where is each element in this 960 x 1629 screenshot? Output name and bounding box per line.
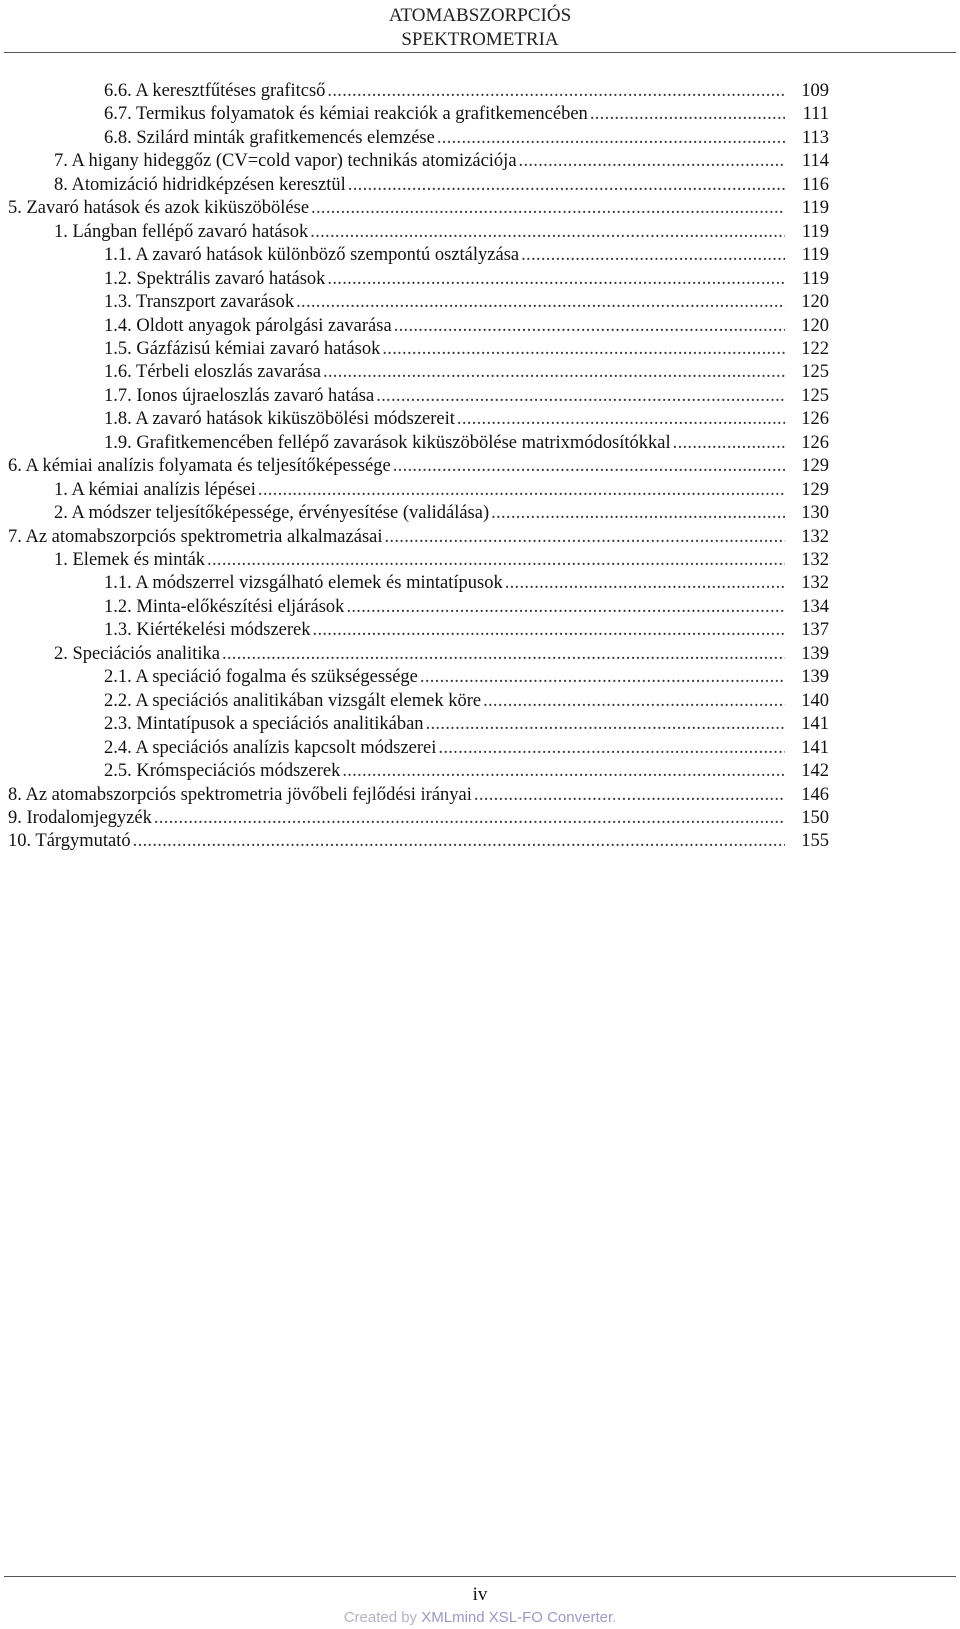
toc-entry-title: 6.8. Szilárd minták grafitkemencés elemzése	[104, 127, 435, 148]
toc-dot-leader	[483, 689, 785, 713]
toc-dot-leader	[426, 712, 785, 736]
toc-entry[interactable]	[104, 571, 829, 595]
toc-entry-title: 2.4. A speciációs analízis kapcsolt módszerei	[104, 737, 437, 758]
toc-entry-title: 1.8. A zavaró hatások kiküszöbölési módszereit	[104, 409, 455, 430]
toc-entry[interactable]	[104, 267, 829, 291]
toc-entry[interactable]	[104, 384, 829, 408]
toc-entry-title: 2.2. A speciációs analitikában vizsgált elemek köre	[104, 690, 482, 711]
toc-dot-leader	[376, 384, 785, 408]
toc-entry[interactable]	[104, 337, 829, 361]
toc-dot-leader	[673, 431, 785, 455]
toc-entry-page: 139	[801, 643, 829, 664]
toc-entry-title: 9. Irodalomjegyzék	[8, 807, 152, 828]
toc-entry[interactable]	[104, 290, 829, 314]
toc-entry[interactable]	[54, 548, 829, 572]
toc-entry-page: 140	[801, 690, 829, 711]
header-divider	[4, 52, 956, 53]
toc-dot-leader	[323, 360, 785, 384]
toc-entry[interactable]	[104, 431, 829, 455]
credit-brand: XMLmind XSL-FO Converter	[421, 1609, 613, 1626]
toc-entry-page: 155	[801, 831, 829, 852]
toc-entry-page: 114	[801, 151, 829, 172]
toc-entry-title: 7. Az atomabszorpciós spektrometria alkalmazásai	[8, 526, 383, 547]
toc-entry-title: 1.1. A zavaró hatások különböző szempontú osztályzása	[104, 245, 520, 266]
toc-dot-leader	[438, 736, 785, 760]
toc-entry-title: 1.9. Grafitkemencében fellépő zavarások kiküszöbölése matrixmódosítókkal	[104, 432, 671, 453]
toc-entry[interactable]	[104, 102, 829, 126]
toc-entry-page: 125	[801, 362, 829, 383]
toc-entry-title: 2.1. A speciáció fogalma és szükségessége	[104, 667, 418, 688]
toc-entry[interactable]	[104, 407, 829, 431]
toc-entry[interactable]	[8, 783, 829, 807]
toc-entry[interactable]	[8, 196, 829, 220]
toc-entry-title: 6.7. Termikus folyamatok és kémiai reakciók a grafitkemencében	[104, 104, 588, 125]
toc-dot-leader	[327, 267, 785, 291]
toc-dot-leader	[310, 220, 785, 244]
toc-entry-title: 2.5. Krómspeciációs módszerek	[104, 761, 341, 782]
toc-dot-leader	[346, 595, 785, 619]
toc-entry-title: 8. Az atomabszorpciós spektrometria jövőbeli fejlődési irányai	[8, 784, 472, 805]
toc-entry-page: 122	[801, 338, 829, 359]
toc-entry[interactable]	[54, 478, 829, 502]
toc-entry-title: 10. Tárgymutató	[8, 831, 131, 852]
toc-entry[interactable]	[104, 665, 829, 689]
toc-dot-leader	[385, 525, 786, 549]
toc-dot-leader	[394, 314, 785, 338]
toc-entry-title: 1. Elemek és minták	[54, 550, 206, 570]
toc-entry-page: 119	[801, 245, 829, 266]
toc-entry[interactable]	[104, 759, 829, 783]
toc-entry-page: 109	[801, 81, 829, 101]
toc-dot-leader	[311, 196, 785, 220]
toc-dot-leader	[348, 173, 785, 197]
toc-entry-title: 2. Speciációs analitika	[54, 643, 220, 664]
toc-entry-title: 1.6. Térbeli eloszlás zavarása	[104, 362, 321, 383]
toc-entry-page: 146	[801, 784, 829, 805]
toc-entry-title: 8. Atomizáció hidridképzésen keresztül	[54, 174, 346, 195]
toc-entry-page: 126	[801, 432, 829, 453]
toc-dot-leader	[491, 501, 785, 525]
toc-dot-leader	[133, 829, 785, 853]
toc-dot-leader	[437, 126, 785, 150]
toc-entry-page: 130	[801, 503, 829, 524]
toc-dot-leader	[420, 665, 785, 689]
toc-entry-page: 141	[801, 737, 829, 758]
toc-dot-leader	[342, 759, 785, 783]
toc-dot-leader	[505, 571, 785, 595]
toc-entry-page: 141	[801, 714, 829, 735]
toc-dot-leader	[313, 618, 785, 642]
toc-entry-title: 5. Zavaró hatások és azok kiküszöbölése	[8, 198, 310, 219]
toc-dot-leader	[382, 337, 785, 361]
toc-entry-title: 1. A kémiai analízis lépései	[54, 479, 256, 500]
toc-dot-leader	[222, 642, 785, 666]
toc-dot-leader	[519, 149, 785, 173]
toc-entry-title: 1.7. Ionos újraeloszlás zavaró hatása	[104, 385, 375, 406]
page-header	[0, 4, 960, 52]
toc-entry-page: 116	[801, 174, 829, 195]
toc-entry-page: 132	[801, 550, 829, 570]
toc-entry-page: 132	[801, 573, 829, 594]
header-title-line-2: SPEKTROMETRIA	[401, 29, 559, 50]
toc-entry-page: 132	[801, 526, 829, 547]
toc-entry[interactable]	[104, 314, 829, 338]
toc-entry-title: 1. Lángban fellépő zavaró hatások	[54, 221, 309, 242]
toc-entry[interactable]	[104, 712, 829, 736]
toc-dot-leader	[590, 102, 785, 126]
toc-entry[interactable]	[104, 126, 829, 150]
toc-entry-page: 134	[801, 596, 829, 617]
toc-entry[interactable]	[104, 243, 829, 267]
toc-entry-title: 1.2. Spektrális zavaró hatások	[104, 268, 326, 289]
toc-entry-title: 6.6. A keresztfűtéses grafitcső	[104, 81, 326, 101]
converter-credit	[0, 1608, 960, 1628]
toc-entry[interactable]	[54, 501, 829, 525]
toc-dot-leader	[393, 454, 785, 478]
toc-entry[interactable]	[104, 79, 829, 103]
toc-entry[interactable]	[104, 595, 829, 619]
toc-entry-title: 2.3. Mintatípusok a speciációs analitikában	[104, 714, 424, 735]
toc-dot-leader	[457, 407, 785, 431]
toc-dot-leader	[296, 290, 785, 314]
toc-entry-title: 7. A higany hideggőz (CV=cold vapor) technikás atomizációja	[54, 151, 517, 172]
toc-entry-page: 142	[801, 761, 829, 782]
toc-entry-page: 120	[801, 315, 829, 336]
toc-entry[interactable]	[54, 149, 829, 173]
toc-dot-leader	[521, 243, 785, 267]
toc-dot-leader	[258, 478, 785, 502]
toc-entry[interactable]	[8, 806, 829, 830]
toc-entry-title: 1.4. Oldott anyagok párolgási zavarása	[104, 315, 392, 336]
toc-entry-title: 6. A kémiai analízis folyamata és teljesítőképessége	[8, 456, 391, 477]
toc-dot-leader	[154, 806, 785, 830]
toc-entry-page: 139	[801, 667, 829, 688]
toc-entry[interactable]	[8, 525, 829, 549]
toc-entry-title: 1.1. A módszerrel vizsgálható elemek és mintatípusok	[104, 573, 503, 594]
toc-entry-title: 2. A módszer teljesítőképessége, érvényesítése (validálása)	[54, 503, 490, 524]
credit-suffix: .	[612, 1609, 617, 1626]
toc-entry-title: 1.3. Kiértékelési módszerek	[104, 620, 311, 641]
toc-entry-page: 111	[802, 104, 829, 125]
toc-entry[interactable]	[8, 829, 829, 853]
toc-entry-page: 120	[801, 292, 829, 313]
credit-prefix: Created by	[343, 1609, 422, 1626]
toc-entry-page: 125	[801, 385, 829, 406]
toc-entry-page: 119	[801, 221, 829, 242]
toc-entry-page: 113	[801, 127, 829, 148]
toc-entry-page: 126	[801, 409, 829, 430]
toc-entry-page: 129	[801, 456, 829, 477]
toc-entry-page: 119	[801, 198, 829, 219]
toc-entry[interactable]	[54, 173, 829, 197]
toc-entry[interactable]	[54, 642, 829, 666]
toc-entry-page: 129	[801, 479, 829, 500]
toc-entry-page: 119	[801, 268, 829, 289]
toc-entry[interactable]	[8, 454, 829, 478]
toc-entry[interactable]	[104, 360, 829, 384]
toc-entry-page: 150	[801, 807, 829, 828]
toc-entry[interactable]	[104, 736, 829, 760]
toc-entry[interactable]	[104, 618, 829, 642]
header-title-line-1: ATOMABSZORPCIÓS	[388, 5, 572, 26]
footer-divider	[4, 1576, 956, 1577]
page-number: iv	[472, 1584, 488, 1605]
toc-entry-title: 1.2. Minta-előkészítési eljárások	[104, 596, 345, 617]
toc-dot-leader	[474, 783, 785, 807]
toc-entry-title: 1.5. Gázfázisú kémiai zavaró hatások	[104, 338, 381, 359]
toc-dot-leader	[207, 548, 785, 572]
toc-dot-leader	[327, 79, 785, 103]
toc-entry-title: 1.3. Transzport zavarások	[104, 292, 295, 313]
toc-entry-page: 137	[801, 620, 829, 641]
toc-entry[interactable]	[104, 689, 829, 713]
toc-entry[interactable]	[54, 220, 829, 244]
